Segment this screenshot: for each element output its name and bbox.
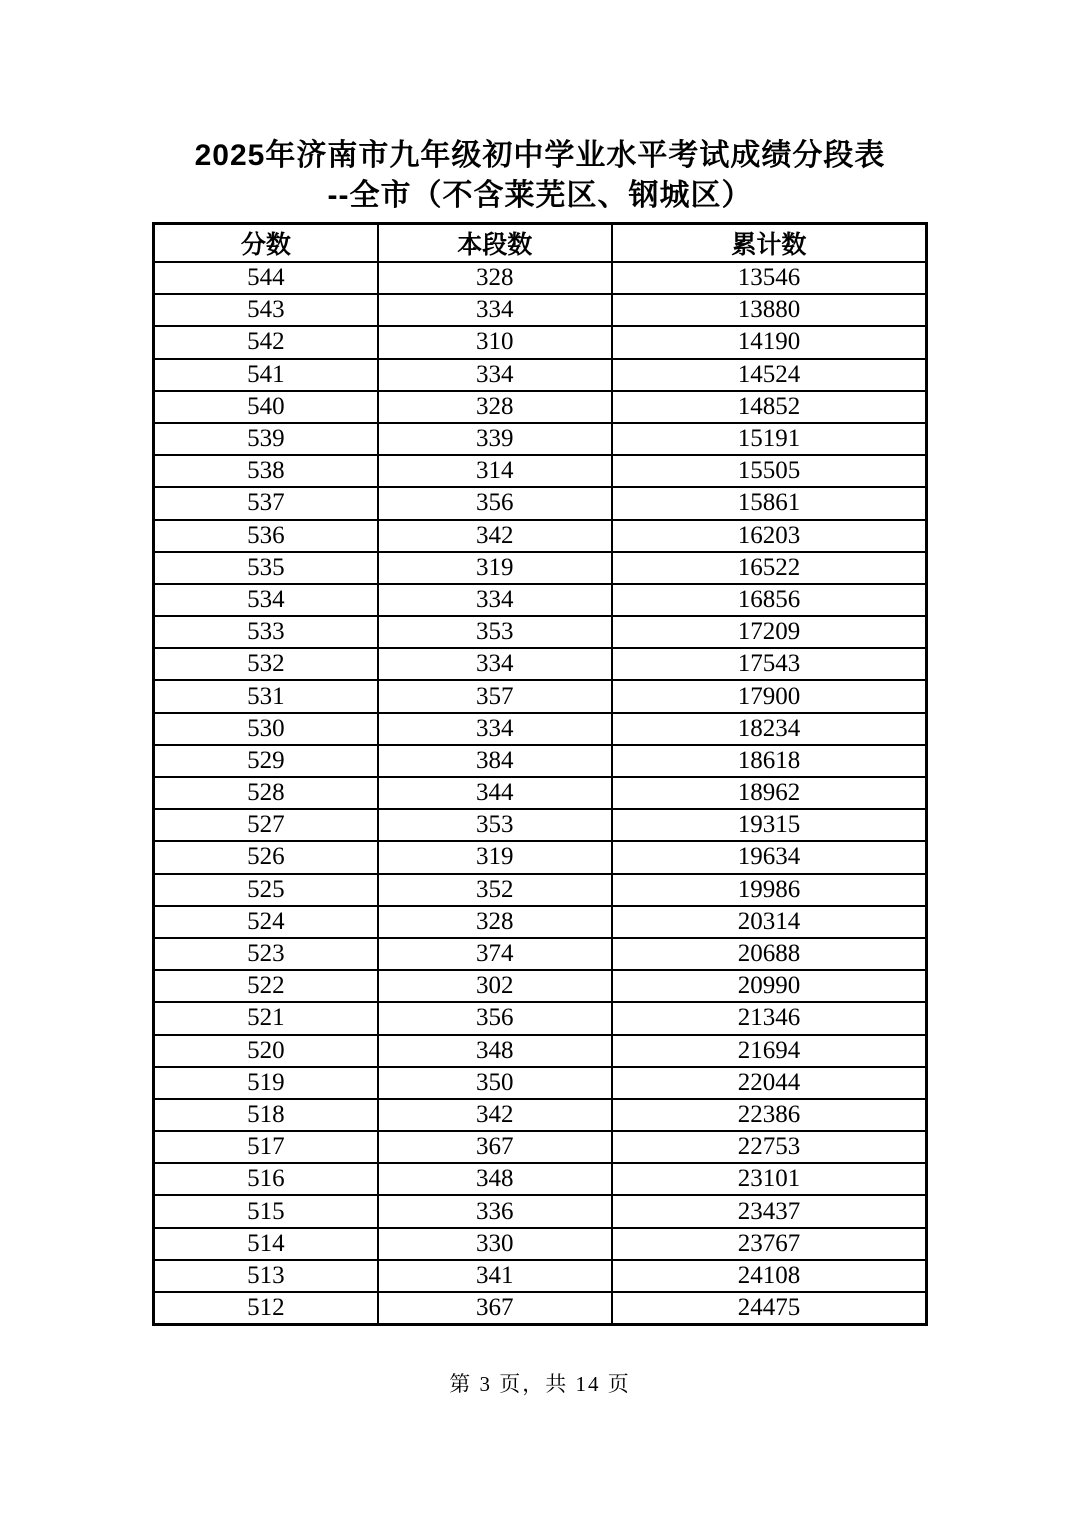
cumulative-count-cell: 22386 [612,1099,927,1131]
table-row [154,487,927,519]
segment-count-cell: 353 [378,616,612,648]
cumulative-count-cell: 13880 [612,294,927,326]
segment-count-cell: 352 [378,874,612,906]
cumulative-count-cell: 14524 [612,359,927,391]
segment-count-cell: 353 [378,809,612,841]
cumulative-count-cell: 17900 [612,680,927,712]
score-cell: 543 [154,294,378,326]
cumulative-count-cell: 22753 [612,1131,927,1163]
segment-count-cell: 328 [378,262,612,294]
segment-count-cell: 328 [378,906,612,938]
score-cell: 522 [154,970,378,1002]
segment-count-cell: 344 [378,777,612,809]
segment-count-cell: 334 [378,713,612,745]
score-cell: 523 [154,938,378,970]
score-cell: 515 [154,1195,378,1227]
cumulative-count-cell: 16522 [612,552,927,584]
table-row [154,970,927,1002]
cumulative-count-cell: 17543 [612,648,927,680]
score-cell: 516 [154,1163,378,1195]
table-row [154,455,927,487]
segment-count-cell: 367 [378,1292,612,1324]
segment-count-cell: 348 [378,1035,612,1067]
segment-count-cell: 334 [378,648,612,680]
segment-count-cell: 357 [378,680,612,712]
cumulative-count-cell: 15861 [612,487,927,519]
table-row [154,1067,927,1099]
segment-count-cell: 374 [378,938,612,970]
table-row [154,809,927,841]
segment-count-cell: 334 [378,359,612,391]
cumulative-count-cell: 19986 [612,874,927,906]
score-cell: 518 [154,1099,378,1131]
cumulative-count-cell: 24475 [612,1292,927,1324]
table-header-row [154,224,927,263]
segment-count-cell: 342 [378,1099,612,1131]
segment-count-cell: 350 [378,1067,612,1099]
title-line-2: --全市（不含莱芜区、钢城区） [327,179,753,212]
table-row [154,1002,927,1034]
segment-count-cell: 314 [378,455,612,487]
score-cell: 532 [154,648,378,680]
cumulative-count-cell: 23437 [612,1195,927,1227]
score-cell: 521 [154,1002,378,1034]
header-segment-count: 本段数 [378,224,612,263]
score-cell: 525 [154,874,378,906]
table-row [154,262,927,294]
score-cell: 514 [154,1228,378,1260]
cumulative-count-cell: 15505 [612,455,927,487]
cumulative-count-cell: 20990 [612,970,927,1002]
segment-count-cell: 334 [378,584,612,616]
cumulative-count-cell: 14852 [612,391,927,423]
table-row [154,745,927,777]
cumulative-count-cell: 18962 [612,777,927,809]
score-cell: 534 [154,584,378,616]
segment-count-cell: 334 [378,294,612,326]
segment-count-cell: 302 [378,970,612,1002]
score-cell: 526 [154,841,378,873]
score-cell: 519 [154,1067,378,1099]
segment-count-cell: 336 [378,1195,612,1227]
table-row [154,648,927,680]
segment-count-cell: 319 [378,841,612,873]
cumulative-count-cell: 16856 [612,584,927,616]
cumulative-count-cell: 18618 [612,745,927,777]
score-cell: 538 [154,455,378,487]
table-row [154,1260,927,1292]
table-row [154,874,927,906]
cumulative-count-cell: 13546 [612,262,927,294]
score-cell: 542 [154,326,378,358]
table-row [154,1131,927,1163]
cumulative-count-cell: 23101 [612,1163,927,1195]
document-title [0,0,1080,216]
page-number-footer: 第 3 页，共 14 页 [449,1371,631,1396]
segment-count-cell: 339 [378,423,612,455]
table-row [154,391,927,423]
table-row [154,294,927,326]
score-cell: 537 [154,487,378,519]
cumulative-count-cell: 21694 [612,1035,927,1067]
table-row [154,1035,927,1067]
cumulative-count-cell: 17209 [612,616,927,648]
table-row [154,616,927,648]
table-row [154,1292,927,1324]
table-row [154,1163,927,1195]
score-cell: 527 [154,809,378,841]
cumulative-count-cell: 19315 [612,809,927,841]
score-cell: 544 [154,262,378,294]
score-distribution-table [152,222,928,1326]
cumulative-count-cell: 16203 [612,520,927,552]
table-row [154,938,927,970]
table-row [154,584,927,616]
score-cell: 530 [154,713,378,745]
score-cell: 539 [154,423,378,455]
segment-count-cell: 356 [378,487,612,519]
cumulative-count-cell: 19634 [612,841,927,873]
segment-count-cell: 310 [378,326,612,358]
table-row [154,520,927,552]
cumulative-count-cell: 21346 [612,1002,927,1034]
segment-count-cell: 330 [378,1228,612,1260]
table-row [154,326,927,358]
table-row [154,777,927,809]
table-row [154,423,927,455]
table-row [154,841,927,873]
score-cell: 536 [154,520,378,552]
table-row [154,1099,927,1131]
score-cell: 513 [154,1260,378,1292]
segment-count-cell: 342 [378,520,612,552]
cumulative-count-cell: 20314 [612,906,927,938]
title-line-1: 2025年济南市九年级初中学业水平考试成绩分段表 [194,139,886,172]
score-cell: 531 [154,680,378,712]
score-cell: 524 [154,906,378,938]
score-cell: 520 [154,1035,378,1067]
score-cell: 529 [154,745,378,777]
table-row [154,713,927,745]
score-table-body [154,262,927,1324]
score-cell: 528 [154,777,378,809]
segment-count-cell: 367 [378,1131,612,1163]
header-score: 分数 [154,224,378,263]
cumulative-count-cell: 23767 [612,1228,927,1260]
segment-count-cell: 384 [378,745,612,777]
score-cell: 541 [154,359,378,391]
segment-count-cell: 348 [378,1163,612,1195]
score-cell: 540 [154,391,378,423]
table-row [154,1195,927,1227]
table-row [154,359,927,391]
table-row [154,680,927,712]
score-cell: 512 [154,1292,378,1324]
cumulative-count-cell: 18234 [612,713,927,745]
cumulative-count-cell: 24108 [612,1260,927,1292]
score-cell: 535 [154,552,378,584]
cumulative-count-cell: 22044 [612,1067,927,1099]
score-cell: 533 [154,616,378,648]
table-row [154,552,927,584]
header-cumulative-count: 累计数 [612,224,927,263]
cumulative-count-cell: 20688 [612,938,927,970]
segment-count-cell: 341 [378,1260,612,1292]
segment-count-cell: 319 [378,552,612,584]
table-row [154,1228,927,1260]
segment-count-cell: 328 [378,391,612,423]
segment-count-cell: 356 [378,1002,612,1034]
cumulative-count-cell: 14190 [612,326,927,358]
table-row [154,906,927,938]
score-cell: 517 [154,1131,378,1163]
cumulative-count-cell: 15191 [612,423,927,455]
